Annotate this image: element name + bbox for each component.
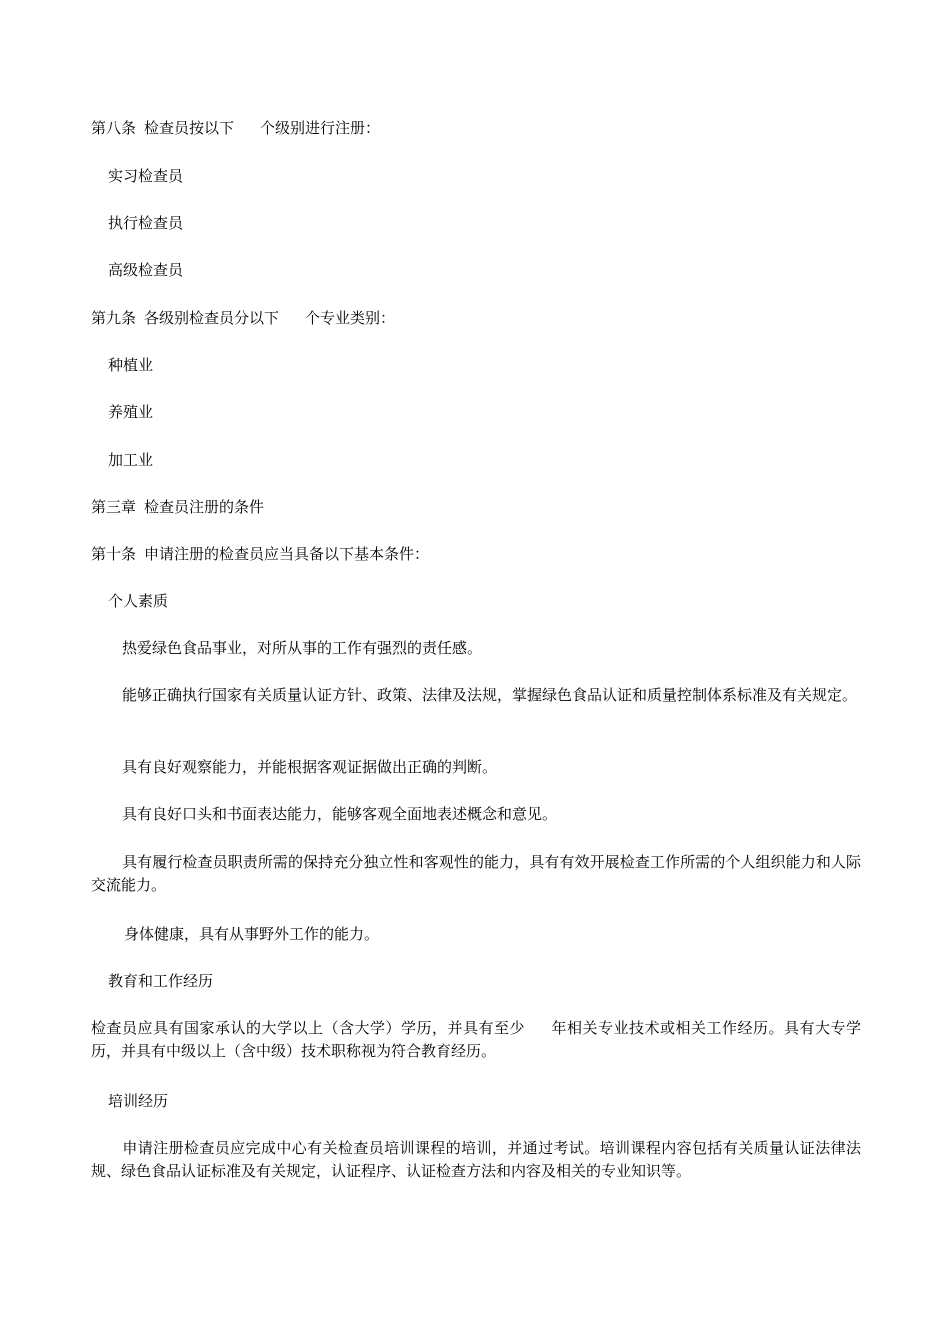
article-text: 申请注册的检查员应当具备以下基本条件： <box>144 545 430 563</box>
requirement-item: 身体健康，具有从事野外工作的能力。 <box>124 925 380 943</box>
article-text: 个专业类别： <box>305 309 396 327</box>
requirement-item: 能够正确执行国家有关质量认证方针、政策、法律及法规，掌握绿色食品认证和质量控制体系标准及有关规定。 <box>122 686 858 704</box>
article-text: 个级别进行注册： <box>260 119 381 137</box>
chapter-number: 第三章 <box>91 498 137 516</box>
requirement-item: 具有履行检查员职责所需的保持充分独立性和客观性的能力，具有有效开展检查工作所需的个人组织能力和人际交流能力。 <box>91 853 861 894</box>
level-item: 高级检查员 <box>108 261 184 279</box>
article-9 <box>91 307 395 329</box>
document-page <box>91 0 861 1344</box>
requirement-item: 具有良好观察能力，并能根据客观证据做出正确的判断。 <box>122 758 498 776</box>
category-item: 种植业 <box>108 356 154 374</box>
article-number: 第九条 <box>91 309 137 327</box>
article-8 <box>91 117 380 139</box>
article-text: 各级别检查员分以下 <box>144 309 280 327</box>
chapter-3-heading <box>91 496 264 518</box>
article-number: 第十条 <box>91 545 137 563</box>
section-title: 个人素质 <box>108 592 169 610</box>
chapter-title: 检查员注册的条件 <box>144 498 265 516</box>
section-title: 教育和工作经历 <box>108 972 214 990</box>
category-item: 加工业 <box>108 451 154 469</box>
section-paragraph: 检查员应具有国家承认的大学以上（含大学）学历，并具有至少 年相关专业技术或相关工作经历。具有大专学历，并具有中级以上（含中级）技术职称视为符合教育经历。 <box>91 1019 861 1060</box>
level-item: 实习检查员 <box>108 167 184 185</box>
section-paragraph: 申请注册检查员应完成中心有关检查员培训课程的培训，并通过考试。培训课程内容包括有关质量认证法律法规、绿色食品认证标准及有关规定，认证程序、认证检查方法和内容及相关的专业知识等。 <box>91 1139 861 1180</box>
requirement-item: 具有良好口头和书面表达能力，能够客观全面地表述概念和意见。 <box>122 805 558 823</box>
category-item: 养殖业 <box>108 403 154 421</box>
requirement-item: 热爱绿色食品事业，对所从事的工作有强烈的责任感。 <box>122 639 483 657</box>
article-10 <box>91 543 429 565</box>
level-item: 执行检查员 <box>108 214 184 232</box>
article-number: 第八条 <box>91 119 137 137</box>
section-title: 培训经历 <box>108 1092 169 1110</box>
article-text: 检查员按以下 <box>144 119 235 137</box>
